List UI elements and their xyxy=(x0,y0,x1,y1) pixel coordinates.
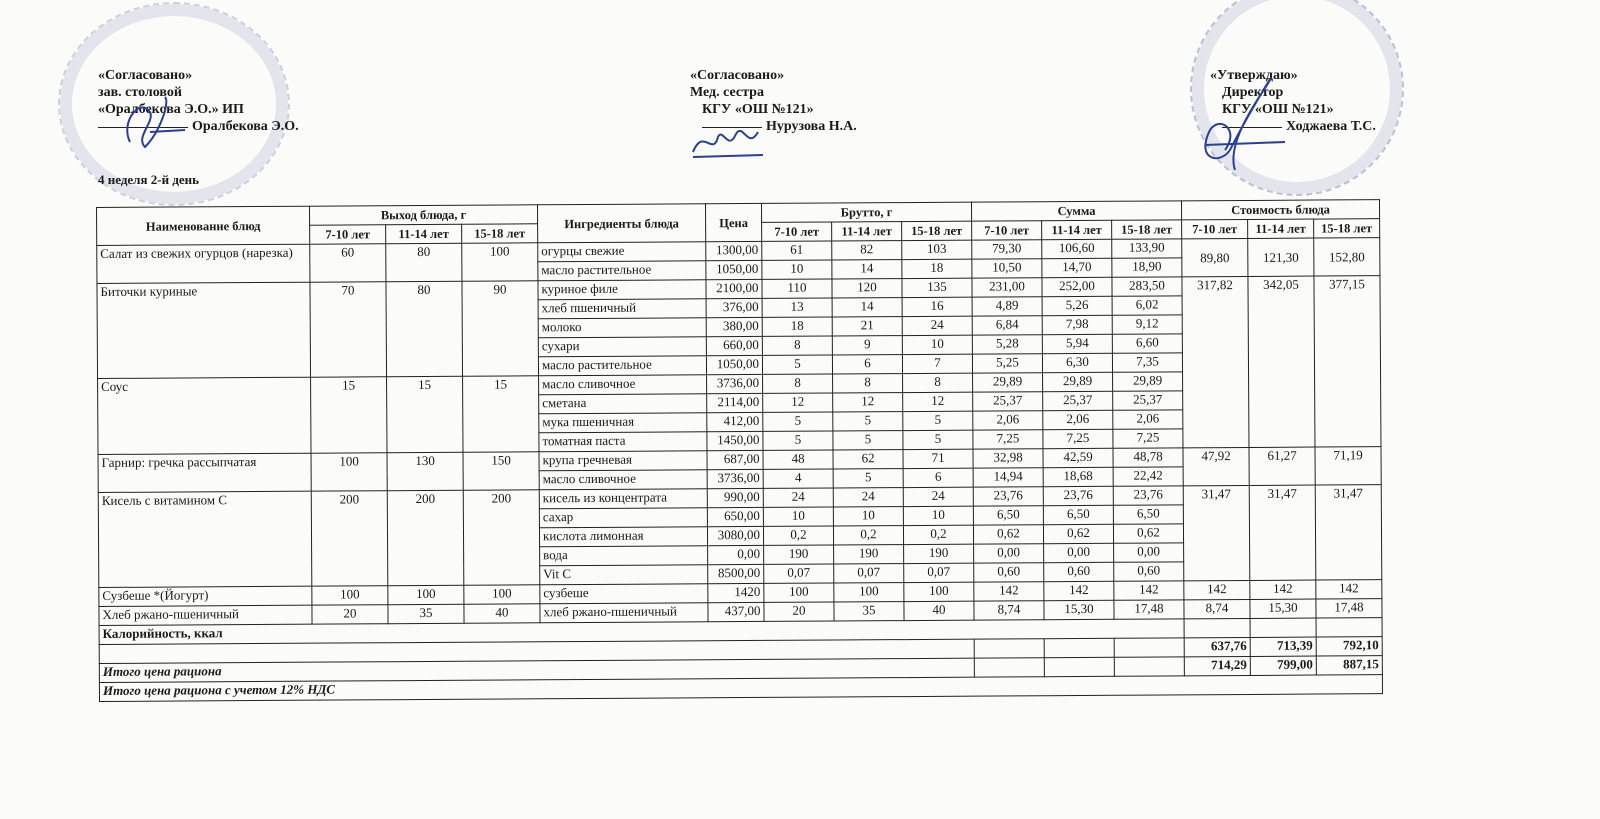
ingredient-sum: 42,59 xyxy=(1043,448,1113,467)
dish-cost: 89,80 xyxy=(1182,238,1248,276)
ingredient-sum: 25,37 xyxy=(1113,391,1183,410)
ingredient-brutto: 103 xyxy=(902,240,972,259)
ingredient-brutto: 5 xyxy=(763,431,833,450)
ingredient-sum: 2,06 xyxy=(1043,410,1113,429)
ingredient-brutto: 6 xyxy=(903,468,973,487)
ingredient-brutto: 0,2 xyxy=(903,525,973,544)
ingredient-sum: 14,94 xyxy=(973,468,1043,487)
ingredient-sum: 9,12 xyxy=(1112,315,1182,334)
ingredient-brutto: 135 xyxy=(902,278,972,297)
ingredient-brutto: 24 xyxy=(902,316,972,335)
ingredient-sum: 133,90 xyxy=(1112,239,1182,258)
dish-cost: 8,74 xyxy=(1184,599,1250,618)
ingredient-name: томатная паста xyxy=(539,432,707,452)
ingredient-brutto: 7 xyxy=(902,354,972,373)
calories-label: Калорийность, ккал xyxy=(99,619,1184,645)
dish-yield: 200 xyxy=(463,490,540,585)
ingredient-name: сметана xyxy=(539,394,707,414)
ingredient-sum: 7,25 xyxy=(973,430,1043,449)
dish-yield: 80 xyxy=(386,281,463,376)
ingredient-name: хлеб ржано-пшеничный xyxy=(540,603,708,623)
ingredient-sum: 106,60 xyxy=(1042,239,1112,258)
subtotal-blank xyxy=(974,639,1044,658)
ingredient-brutto: 8 xyxy=(833,374,903,393)
header-sum: Сумма xyxy=(971,201,1181,221)
dish-cost: 317,82 xyxy=(1182,276,1249,447)
ingredient-sum: 0,00 xyxy=(1044,543,1114,562)
header-age-7-10: 7-10 лет xyxy=(972,221,1042,240)
ingredient-brutto: 5 xyxy=(903,411,973,430)
ingredient-sum: 25,37 xyxy=(1043,391,1113,410)
ingredient-sum: 6,50 xyxy=(1043,505,1113,524)
menu-table xyxy=(96,199,1383,702)
dish-yield: 60 xyxy=(310,244,386,282)
dish-yield: 200 xyxy=(311,491,388,586)
header-age-11-14: 11-14 лет xyxy=(1042,220,1112,239)
ingredient-brutto: 24 xyxy=(833,488,903,507)
ingredient-price: 687,00 xyxy=(707,450,763,469)
ingredient-price: 2100,00 xyxy=(706,279,762,298)
ingredient-sum: 4,89 xyxy=(972,297,1042,316)
approval-signatory: Ходжаева Т.С. xyxy=(1286,119,1376,134)
ingredient-name: кисель из концентрата xyxy=(539,489,707,509)
menu-period: 4 неделя 2-й день xyxy=(98,172,200,187)
ingredient-sum: 0,00 xyxy=(1114,543,1184,562)
approval-title: «Согласовано» xyxy=(98,68,193,83)
ingredient-price: 1450,00 xyxy=(707,431,763,450)
header-price: Цена xyxy=(705,203,761,241)
ingredient-sum: 23,76 xyxy=(1113,486,1183,505)
ingredient-brutto: 5 xyxy=(763,412,833,431)
ingredient-price: 3080,00 xyxy=(707,526,763,545)
ingredient-price: 3736,00 xyxy=(707,469,763,488)
ingredient-brutto: 71 xyxy=(903,449,973,468)
approval-title: «Согласовано» xyxy=(690,68,785,83)
ingredient-sum: 6,50 xyxy=(1113,505,1183,524)
calories-value xyxy=(1184,618,1250,637)
ingredient-price: 1050,00 xyxy=(706,355,762,374)
dish-yield: 40 xyxy=(464,604,540,623)
dish-yield: 130 xyxy=(387,452,463,490)
ingredient-brutto: 10 xyxy=(902,335,972,354)
dish-cost: 17,48 xyxy=(1316,599,1382,618)
header-age-15-18: 15-18 лет xyxy=(462,224,538,243)
dish-yield: 90 xyxy=(462,281,539,376)
ingredient-sum: 5,25 xyxy=(972,354,1042,373)
header-age-7-10: 7-10 лет xyxy=(310,225,386,244)
ingredient-sum: 48,78 xyxy=(1113,448,1183,467)
ingredient-price: 1300,00 xyxy=(706,241,762,260)
subtotal-blank xyxy=(1114,638,1184,657)
dish-name: Биточки куриные xyxy=(97,282,311,378)
header-age-7-10: 7-10 лет xyxy=(762,222,832,241)
ration-blank xyxy=(974,658,1044,677)
header-yield: Выход блюда, г xyxy=(309,205,537,225)
ingredient-brutto: 62 xyxy=(833,450,903,469)
ingredient-name: вода xyxy=(540,546,708,566)
approval-title: «Утверждаю» xyxy=(1210,68,1298,83)
header-age-7-10: 7-10 лет xyxy=(1182,219,1248,238)
ingredient-brutto: 9 xyxy=(832,336,902,355)
ingredient-sum: 79,30 xyxy=(972,240,1042,259)
dish-yield: 15 xyxy=(387,376,463,452)
ingredient-sum: 18,68 xyxy=(1043,467,1113,486)
subtotal-value: 792,10 xyxy=(1316,637,1382,656)
ingredient-brutto: 100 xyxy=(834,583,904,602)
ingredient-name: хлеб пшеничный xyxy=(538,299,706,319)
dish-yield: 100 xyxy=(388,585,464,604)
dish-yield: 150 xyxy=(463,452,539,490)
ingredient-price: 650,00 xyxy=(707,507,763,526)
ingredient-brutto: 24 xyxy=(903,487,973,506)
ingredient-brutto: 18 xyxy=(762,317,832,336)
ingredient-name: куриное филе xyxy=(538,280,706,300)
ingredient-sum: 6,02 xyxy=(1112,296,1182,315)
ingredient-brutto: 20 xyxy=(764,602,834,621)
ingredient-name: Vit C xyxy=(540,565,708,585)
ingredient-sum: 0,00 xyxy=(974,544,1044,563)
ingredient-brutto: 0,07 xyxy=(834,564,904,583)
ingredient-sum: 7,25 xyxy=(1113,429,1183,448)
ingredient-sum: 7,25 xyxy=(1043,429,1113,448)
dish-cost: 142 xyxy=(1316,580,1382,599)
dish-cost: 15,30 xyxy=(1250,599,1316,618)
subtotal-value: 637,76 xyxy=(1184,637,1250,656)
dish-cost: 377,15 xyxy=(1314,276,1381,447)
approval-signatory: Нурузова Н.А. xyxy=(766,119,857,134)
ingredient-brutto: 100 xyxy=(904,582,974,601)
header-age-15-18: 15-18 лет xyxy=(1112,220,1182,239)
ingredient-brutto: 82 xyxy=(832,241,902,260)
ingredient-sum: 15,30 xyxy=(1044,600,1114,619)
ingredient-name: масло растительное xyxy=(538,261,706,281)
ingredient-name: огурцы свежие xyxy=(538,242,706,262)
ingredient-name: масло сливочное xyxy=(539,470,707,490)
dish-yield: 15 xyxy=(463,376,539,452)
ingredient-sum: 0,60 xyxy=(974,563,1044,582)
ingredient-sum: 142 xyxy=(1114,581,1184,600)
ingredient-brutto: 10 xyxy=(833,507,903,526)
dish-yield: 80 xyxy=(386,243,462,281)
approval-organization: КГУ «ОШ №121» xyxy=(702,102,814,117)
ingredient-price: 0,00 xyxy=(708,545,764,564)
ingredient-brutto: 13 xyxy=(762,298,832,317)
ration-total-label: Итого цена рациона xyxy=(99,658,974,682)
ingredient-sum: 6,60 xyxy=(1112,334,1182,353)
ingredient-price: 376,00 xyxy=(706,298,762,317)
dish-name: Хлеб ржано-пшеничный xyxy=(99,605,312,625)
ingredient-sum: 29,89 xyxy=(973,373,1043,392)
ingredient-sum: 22,42 xyxy=(1113,467,1183,486)
ingredient-sum: 23,76 xyxy=(973,487,1043,506)
approval-position: Мед. сестра xyxy=(690,85,764,100)
ingredient-brutto: 190 xyxy=(904,544,974,563)
header-age-11-14: 11-14 лет xyxy=(386,224,462,243)
header-age-11-14: 11-14 лет xyxy=(832,222,902,241)
ingredient-name: сухари xyxy=(538,337,706,357)
dish-cost: 142 xyxy=(1250,580,1316,599)
ingredient-brutto: 10 xyxy=(903,506,973,525)
signature-scribble-icon xyxy=(688,122,768,162)
ingredient-sum: 7,35 xyxy=(1112,353,1182,372)
ingredient-price: 3736,00 xyxy=(707,374,763,393)
ingredient-sum: 252,00 xyxy=(1042,277,1112,296)
dish-cost: 47,92 xyxy=(1183,447,1249,485)
ingredient-brutto: 8 xyxy=(762,336,832,355)
ingredient-sum: 142 xyxy=(974,582,1044,601)
dish-name: Сузбеше *(Йогурт) xyxy=(99,586,312,606)
dish-yield: 100 xyxy=(311,453,387,491)
ration-total-value: 799,00 xyxy=(1250,656,1316,675)
ingredient-brutto: 14 xyxy=(832,260,902,279)
header-age-11-14: 11-14 лет xyxy=(1248,219,1314,238)
header-ingredients: Ингредиенты блюда xyxy=(537,204,705,243)
calories-value xyxy=(1250,618,1316,637)
ingredient-name: кислота лимонная xyxy=(539,527,707,547)
ingredient-sum: 6,50 xyxy=(973,506,1043,525)
ingredient-brutto: 0,07 xyxy=(904,563,974,582)
ingredient-sum: 283,50 xyxy=(1112,277,1182,296)
ingredient-name: сахар xyxy=(539,508,707,528)
ingredient-sum: 5,94 xyxy=(1042,334,1112,353)
ingredient-name: масло растительное xyxy=(538,356,706,376)
dish-cost: 31,47 xyxy=(1315,485,1382,580)
ingredient-name: сузбеше xyxy=(540,584,708,604)
ingredient-sum: 25,37 xyxy=(973,392,1043,411)
ingredient-brutto: 21 xyxy=(832,317,902,336)
dish-name: Соус xyxy=(98,377,311,454)
ingredient-sum: 29,89 xyxy=(1043,372,1113,391)
ingredient-brutto: 16 xyxy=(902,297,972,316)
ingredient-brutto: 5 xyxy=(903,430,973,449)
ingredient-brutto: 18 xyxy=(902,259,972,278)
ingredient-price: 660,00 xyxy=(706,336,762,355)
dish-name: Салат из свежих огурцов (нарезка) xyxy=(97,244,310,283)
dish-yield: 200 xyxy=(387,490,464,585)
subtotal-blank xyxy=(1044,638,1114,657)
approval-signatory: Оралбекова Э.О. xyxy=(192,119,299,134)
ingredient-price: 380,00 xyxy=(706,317,762,336)
ingredient-sum: 17,48 xyxy=(1114,600,1184,619)
ingredient-brutto: 5 xyxy=(762,355,832,374)
ingredient-price: 412,00 xyxy=(707,412,763,431)
ingredient-name: масло сливочное xyxy=(539,375,707,395)
ingredient-brutto: 48 xyxy=(763,450,833,469)
ingredient-sum: 142 xyxy=(1044,581,1114,600)
dish-cost: 31,47 xyxy=(1183,485,1250,580)
dish-cost: 61,27 xyxy=(1249,447,1315,485)
dish-name: Кисель с витамином С xyxy=(98,491,312,587)
ingredient-price: 1050,00 xyxy=(706,260,762,279)
ingredient-brutto: 10 xyxy=(763,507,833,526)
header-age-15-18: 15-18 лет xyxy=(902,221,972,240)
ingredient-sum: 231,00 xyxy=(972,278,1042,297)
dish-cost: 121,30 xyxy=(1248,238,1314,276)
dish-yield: 35 xyxy=(388,604,464,623)
dish-cost: 71,19 xyxy=(1315,447,1381,485)
ingredient-sum: 0,60 xyxy=(1044,562,1114,581)
header-brutto: Брутто, г xyxy=(761,202,971,222)
ingredient-sum: 23,76 xyxy=(1043,486,1113,505)
ingredient-sum: 32,98 xyxy=(973,449,1043,468)
ingredient-brutto: 5 xyxy=(833,469,903,488)
ingredient-name: мука пшеничная xyxy=(539,413,707,433)
ingredient-price: 2114,00 xyxy=(707,393,763,412)
dish-yield: 100 xyxy=(462,243,538,281)
dish-yield: 15 xyxy=(311,377,387,453)
ingredient-sum: 2,06 xyxy=(1113,410,1183,429)
ingredient-brutto: 120 xyxy=(832,279,902,298)
dish-cost: 31,47 xyxy=(1249,485,1316,580)
ingredient-brutto: 10 xyxy=(762,260,832,279)
ingredient-brutto: 100 xyxy=(764,583,834,602)
ingredient-sum: 14,70 xyxy=(1042,258,1112,277)
ingredient-sum: 6,84 xyxy=(972,316,1042,335)
ingredient-sum: 5,26 xyxy=(1042,296,1112,315)
ingredient-brutto: 190 xyxy=(834,545,904,564)
header-dish: Наименование блюд xyxy=(97,206,310,245)
ingredient-name: молоко xyxy=(538,318,706,338)
ingredient-brutto: 8 xyxy=(903,373,973,392)
ingredient-brutto: 110 xyxy=(762,279,832,298)
dish-cost: 142 xyxy=(1184,580,1250,599)
ingredient-brutto: 40 xyxy=(904,601,974,620)
dish-cost: 152,80 xyxy=(1314,238,1380,276)
ingredient-sum: 2,06 xyxy=(973,411,1043,430)
ingredient-brutto: 12 xyxy=(903,392,973,411)
ingredient-brutto: 0,2 xyxy=(763,526,833,545)
ingredient-price: 8500,00 xyxy=(708,564,764,583)
dish-yield: 20 xyxy=(312,605,388,624)
ingredient-sum: 0,62 xyxy=(973,525,1043,544)
ingredient-sum: 6,30 xyxy=(1042,353,1112,372)
ingredient-brutto: 61 xyxy=(762,241,832,260)
ingredient-brutto: 5 xyxy=(833,431,903,450)
dish-name: Гарнир: гречка рассыпчатая xyxy=(98,453,311,492)
ingredient-sum: 0,60 xyxy=(1114,562,1184,581)
ingredient-sum: 10,50 xyxy=(972,259,1042,278)
ration-total-value: 887,15 xyxy=(1316,656,1382,675)
calories-value xyxy=(1316,618,1382,637)
ingredient-brutto: 14 xyxy=(832,298,902,317)
dish-yield: 70 xyxy=(310,282,387,377)
ingredient-brutto: 190 xyxy=(764,545,834,564)
ingredient-brutto: 24 xyxy=(763,488,833,507)
dish-yield: 100 xyxy=(464,585,540,604)
ingredient-brutto: 5 xyxy=(833,412,903,431)
ingredient-sum: 8,74 xyxy=(974,601,1044,620)
ingredient-brutto: 0,07 xyxy=(764,564,834,583)
ingredient-brutto: 0,2 xyxy=(833,526,903,545)
ingredient-brutto: 6 xyxy=(832,355,902,374)
ingredient-name: крупа гречневая xyxy=(539,451,707,471)
signature-scribble-icon xyxy=(1185,70,1295,180)
approval-organization: «Оралбекова Э.О.» ИП xyxy=(98,102,244,117)
ration-blank xyxy=(1044,657,1114,676)
ingredient-sum: 5,28 xyxy=(972,335,1042,354)
approval-position: зав. столовой xyxy=(98,85,182,100)
approval-position: Директор xyxy=(1222,85,1284,100)
subtotal-value: 713,39 xyxy=(1250,637,1316,656)
ration-blank xyxy=(1114,657,1184,676)
ingredient-brutto: 4 xyxy=(763,469,833,488)
dish-cost: 342,05 xyxy=(1248,276,1315,447)
ingredient-price: 1420 xyxy=(708,583,764,602)
ingredient-brutto: 12 xyxy=(763,393,833,412)
ration-total-value: 714,29 xyxy=(1184,656,1250,675)
header-age-15-18: 15-18 лет xyxy=(1314,219,1380,238)
signature-scribble-icon xyxy=(110,92,190,152)
header-cost: Стоимость блюда xyxy=(1181,200,1379,220)
ingredient-brutto: 12 xyxy=(833,393,903,412)
ingredient-sum: 29,89 xyxy=(1113,372,1183,391)
ingredient-price: 437,00 xyxy=(708,602,764,621)
ingredient-brutto: 8 xyxy=(763,374,833,393)
ingredient-sum: 0,62 xyxy=(1113,524,1183,543)
ingredient-brutto: 35 xyxy=(834,602,904,621)
ingredient-sum: 18,90 xyxy=(1112,258,1182,277)
ingredient-sum: 0,62 xyxy=(1043,524,1113,543)
vat-total-label: Итого цена рациона с учетом 12% НДС xyxy=(99,675,1382,702)
ingredient-sum: 7,98 xyxy=(1042,315,1112,334)
dish-yield: 100 xyxy=(312,586,388,605)
approval-organization: КГУ «ОШ №121» xyxy=(1222,102,1334,117)
ingredient-price: 990,00 xyxy=(707,488,763,507)
